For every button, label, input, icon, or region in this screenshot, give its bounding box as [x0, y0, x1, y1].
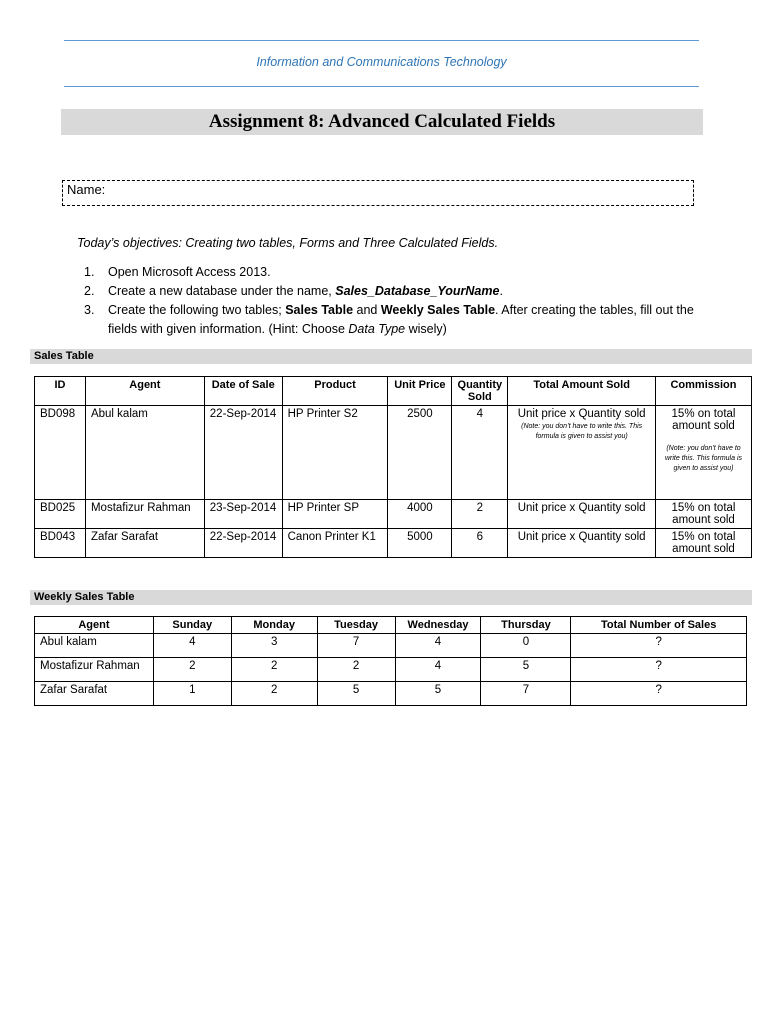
cell-commission: 15% on total amount sold — [656, 529, 752, 558]
cell-price: 2500 — [388, 406, 452, 500]
list-item: 2. Create a new database under the name, Sales_Database_YourName. — [84, 284, 503, 298]
weekly-sales-table — [34, 616, 747, 706]
cell-value: 7 — [481, 682, 571, 706]
column-header: Quantity Sold — [452, 377, 508, 406]
cell-value: 0 — [481, 634, 571, 658]
header-bottom-rule — [64, 86, 699, 87]
cell-total: ? — [571, 682, 747, 706]
column-header: Agent — [85, 377, 204, 406]
cell-total: ? — [571, 634, 747, 658]
column-header: Monday — [231, 617, 317, 634]
cell-value: 4 — [395, 634, 481, 658]
cell-value: 2 — [153, 658, 231, 682]
column-header: Thursday — [481, 617, 571, 634]
column-header: Wednesday — [395, 617, 481, 634]
cell-agent: Zafar Sarafat — [35, 682, 154, 706]
sales-table — [34, 376, 752, 558]
cell-value: 2 — [317, 658, 395, 682]
cell-value: 5 — [395, 682, 481, 706]
cell-agent: Abul kalam — [85, 406, 204, 500]
instruction-list — [84, 263, 694, 339]
cell-value: 3 — [231, 634, 317, 658]
name-field[interactable] — [62, 180, 694, 206]
cell-product: HP Printer S2 — [282, 406, 388, 500]
table-row — [35, 529, 752, 558]
list-item: 1. Open Microsoft Access 2013. — [84, 265, 271, 279]
list-item: 3. Create the following two tables; Sales Table and Weekly Sales Table. After creating the tables, fill out the fields with given information. (Hint: Choose Data Type wisely) — [84, 303, 694, 336]
cell-qty: 6 — [452, 529, 508, 558]
column-header: Total Number of Sales — [571, 617, 747, 634]
cell-total: Unit price x Quantity sold — [508, 500, 656, 529]
cell-commission: 15% on total amount sold (Note: you don’t have to write this. This formula is given to assist you) — [656, 406, 752, 500]
cell-value: 4 — [153, 634, 231, 658]
objectives-text: Today’s objectives: Creating two tables, Forms and Three Calculated Fields. — [77, 236, 499, 250]
cell-value: 4 — [395, 658, 481, 682]
assignment-title: Assignment 8: Advanced Calculated Fields — [61, 109, 703, 135]
table-row — [35, 406, 752, 500]
cell-value: 5 — [317, 682, 395, 706]
cell-price: 4000 — [388, 500, 452, 529]
column-header: Tuesday — [317, 617, 395, 634]
table-row — [35, 500, 752, 529]
cell-agent: Mostafizur Rahman — [35, 658, 154, 682]
table-header-row — [35, 377, 752, 406]
header-top-rule — [64, 40, 699, 41]
subject-header: Information and Communications Technology — [256, 55, 507, 69]
cell-value: 7 — [317, 634, 395, 658]
cell-value: 5 — [481, 658, 571, 682]
cell-value: 1 — [153, 682, 231, 706]
cell-date: 22-Sep-2014 — [204, 529, 282, 558]
cell-price: 5000 — [388, 529, 452, 558]
sales-table-heading: Sales Table — [30, 349, 752, 364]
cell-qty: 4 — [452, 406, 508, 500]
cell-id: BD098 — [35, 406, 86, 500]
column-header: Unit Price — [388, 377, 452, 406]
column-header: Total Amount Sold — [508, 377, 656, 406]
cell-id: BD025 — [35, 500, 86, 529]
table-header-row — [35, 617, 747, 634]
weekly-table-heading: Weekly Sales Table — [30, 590, 752, 605]
table-row — [35, 658, 747, 682]
table-row — [35, 634, 747, 658]
name-label: Name: — [67, 182, 106, 197]
cell-total: ? — [571, 658, 747, 682]
cell-id: BD043 — [35, 529, 86, 558]
cell-total: Unit price x Quantity sold — [508, 529, 656, 558]
cell-agent: Mostafizur Rahman — [85, 500, 204, 529]
cell-product: Canon Printer K1 — [282, 529, 388, 558]
cell-total: Unit price x Quantity sold (Note: you don’t have to write this. This formula is given to assist you) — [508, 406, 656, 500]
cell-date: 22-Sep-2014 — [204, 406, 282, 500]
cell-value: 2 — [231, 682, 317, 706]
cell-date: 23-Sep-2014 — [204, 500, 282, 529]
formula-note: (Note: you don’t have to write this. This formula is given to assist you) — [664, 445, 743, 472]
column-header: ID — [35, 377, 86, 406]
column-header: Date of Sale — [204, 377, 282, 406]
column-header: Agent — [35, 617, 154, 634]
column-header: Product — [282, 377, 388, 406]
table-row — [35, 682, 747, 706]
cell-qty: 2 — [452, 500, 508, 529]
cell-value: 2 — [231, 658, 317, 682]
cell-commission: 15% on total amount sold — [656, 500, 752, 529]
formula-note: (Note: you don’t have to write this. This formula is given to assist you) — [521, 423, 643, 440]
cell-product: HP Printer SP — [282, 500, 388, 529]
column-header: Sunday — [153, 617, 231, 634]
cell-agent: Zafar Sarafat — [85, 529, 204, 558]
column-header: Commission — [656, 377, 752, 406]
cell-agent: Abul kalam — [35, 634, 154, 658]
